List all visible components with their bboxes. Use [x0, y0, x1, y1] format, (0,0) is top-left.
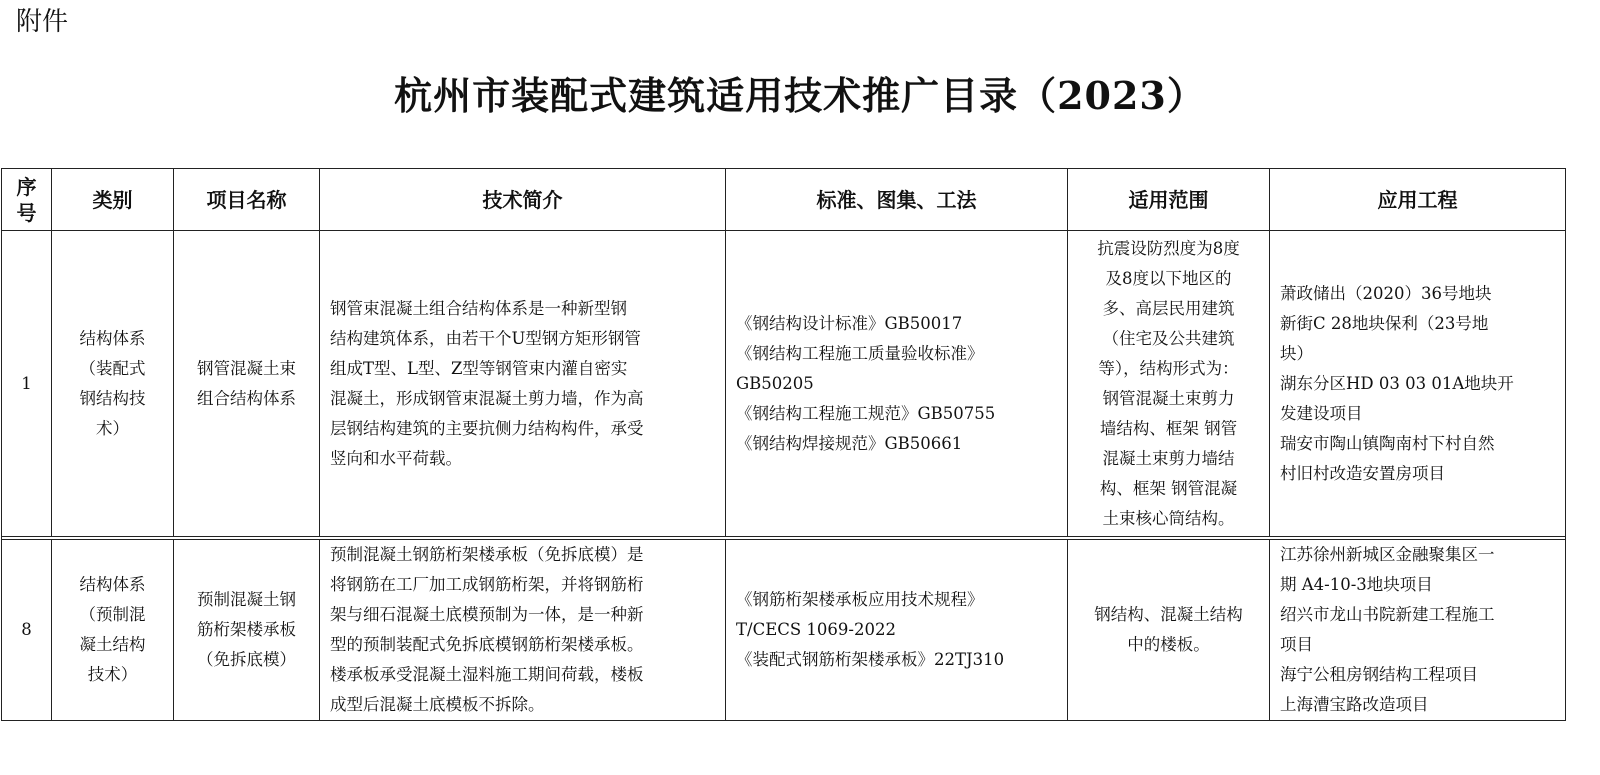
table-row [2, 231, 1566, 537]
column-header-intro: 技术简介 [320, 169, 726, 231]
column-header-category: 类别 [52, 169, 174, 231]
projects-cell: 萧政储出（2020）36号地块 新街C 28地块保利（23号地 块） 湖东分区HD 03 03 01A地块开 发建设项目 瑞安市陶山镇陶南村下村自然 村旧村改造安置房项目 [1270, 231, 1566, 537]
column-header-projects: 应用工程 [1270, 169, 1566, 231]
projects-cell: 江苏徐州新城区金融聚集区一 期 A4-10-3地块项目 绍兴市龙山书院新建工程施工 项目 海宁公租房钢结构工程项目 上海漕宝路改造项目 [1270, 540, 1566, 721]
project-name-cell: 钢管混凝土束 组合结构体系 [174, 231, 320, 537]
project-name-cell: 预制混凝土钢 筋桁架楼承板 （免拆底模） [174, 540, 320, 721]
table-header-row [2, 169, 1566, 231]
attachment-label: 附件 [16, 7, 69, 37]
scope-cell: 钢结构、混凝土结构 中的楼板。 [1068, 540, 1270, 721]
page-title: 杭州市装配式建筑适用技术推广目录（2023） [394, 73, 1206, 118]
row-number: 8 [2, 540, 52, 721]
column-header-scope: 适用范围 [1068, 169, 1270, 231]
category-cell: 结构体系 （装配式 钢结构技 术） [52, 231, 174, 537]
catalog-table [1, 168, 1566, 721]
intro-cell: 预制混凝土钢筋桁架楼承板（免拆底模）是 将钢筋在工厂加工成钢筋桁架，并将钢筋桁 架与细石混凝土底模预制为一体，是一种新 型的预制装配式免拆底模钢筋桁架楼承板。 楼承板承受混凝土湿料施工期间荷载，楼板 成型后混凝土底模板不拆除。 [320, 540, 726, 721]
row-number: 1 [2, 231, 52, 537]
column-header-standards: 标准、图集、工法 [726, 169, 1068, 231]
intro-cell: 钢管束混凝土组合结构体系是一种新型钢 结构建筑体系，由若干个U型钢方矩形钢管 组成T型、L型、Z型等钢管束内灌自密实 混凝土，形成钢管束混凝土剪力墙，作为高 层钢结构建筑的主要抗侧力结构构件，承受 竖向和水平荷载。 [320, 231, 726, 537]
column-header-seq: 序 号 [2, 169, 52, 231]
standards-cell: 《钢结构设计标准》GB50017 《钢结构工程施工质量验收标准》 GB50205 《钢结构工程施工规范》GB50755 《钢结构焊接规范》GB50661 [726, 231, 1068, 537]
column-header-project-name: 项目名称 [174, 169, 320, 231]
standards-cell: 《钢筋桁架楼承板应用技术规程》 T/CECS 1069-2022 《装配式钢筋桁架楼承板》22TJ310 [726, 540, 1068, 721]
table-row [2, 540, 1566, 721]
category-cell: 结构体系 （预制混 凝土结构 技术） [52, 540, 174, 721]
scope-cell: 抗震设防烈度为8度 及8度以下地区的 多、高层民用建筑 （住宅及公共建筑 等），结构形式为： 钢管混凝土束剪力 墙结构、框架 钢管 混凝土束剪力墙结 构、框架 钢管混凝 土束核心筒结构。 [1068, 231, 1270, 537]
